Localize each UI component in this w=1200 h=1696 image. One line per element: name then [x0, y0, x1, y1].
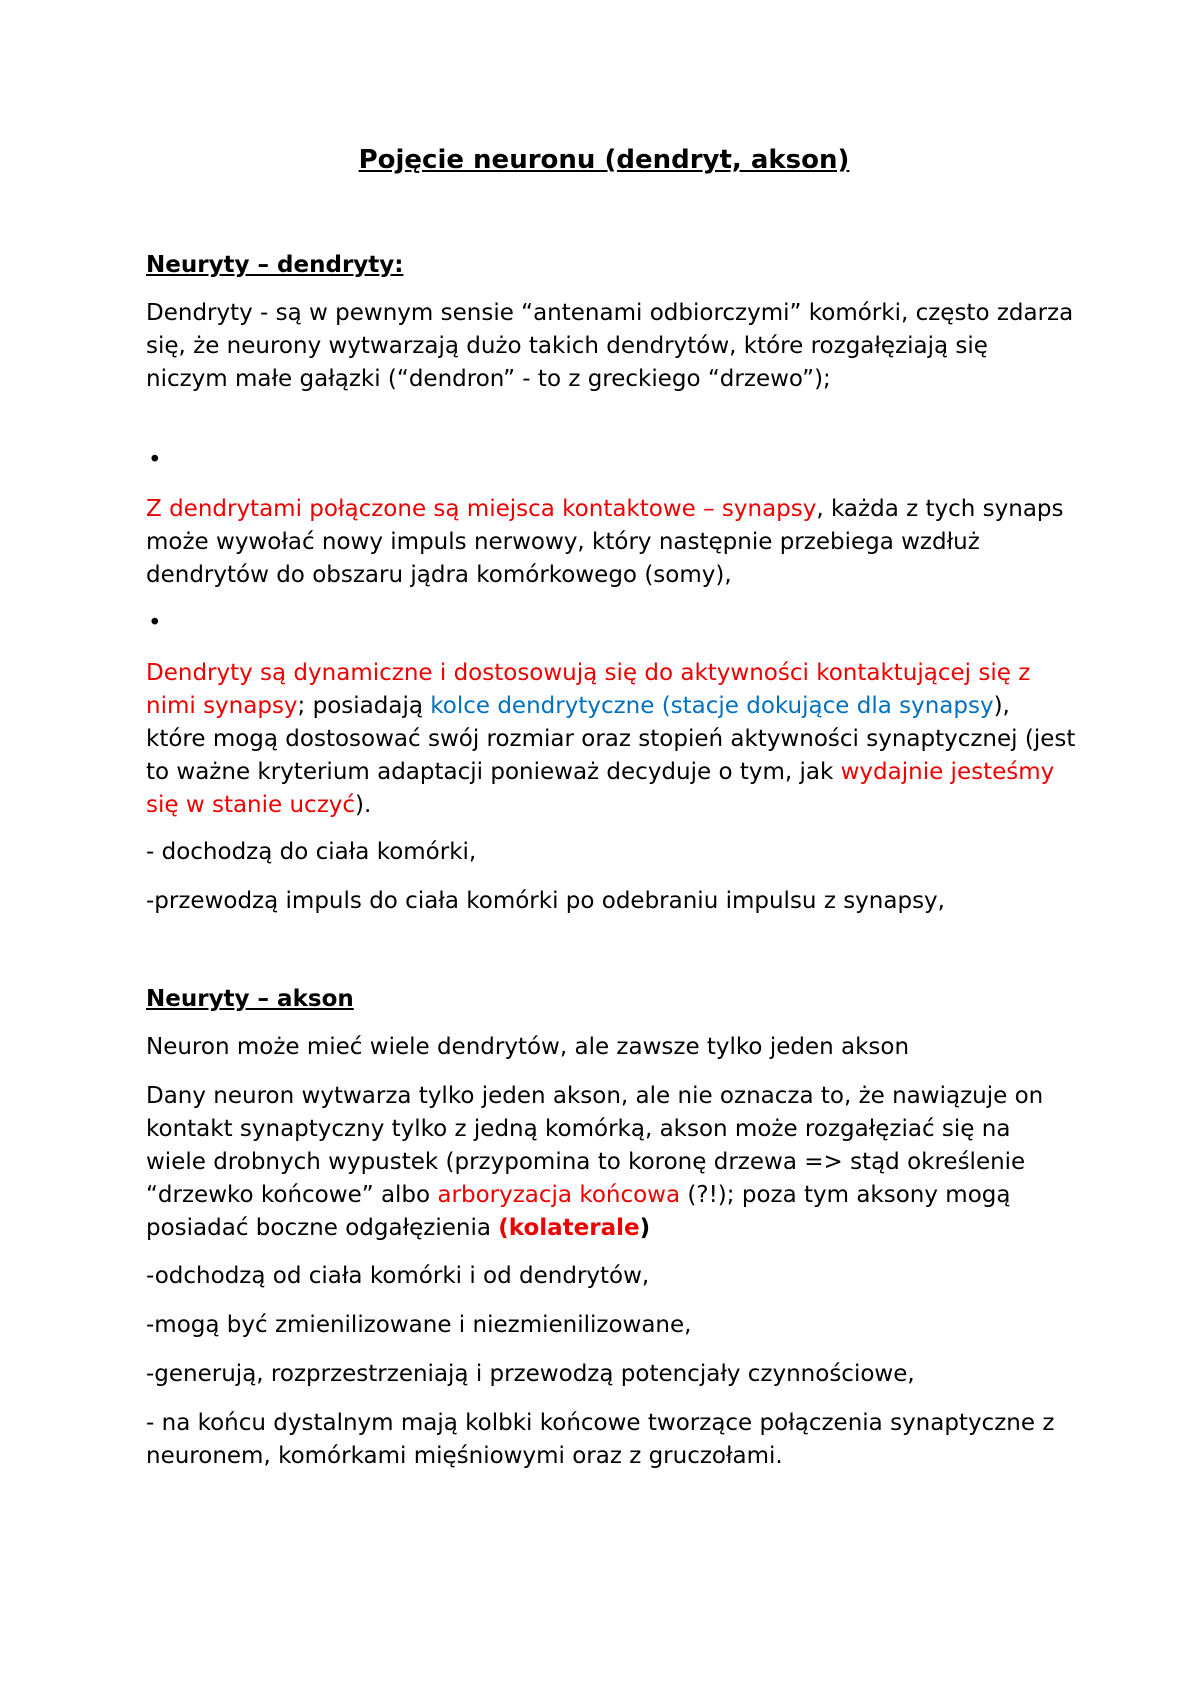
paragraph-synapsy: [146, 493, 1076, 592]
paragraph-akson-details: [146, 1080, 1076, 1245]
paragraph-text: , każda z tych synaps może wywołać nowy impuls nerwowy, który następnie przebiega wzdłuż dendrytów do obszaru jądra komórkowego (somy),: [146, 496, 1064, 588]
paragraph-text: ; posiadają: [297, 693, 431, 719]
section-heading-akson: Neuryty – akson: [146, 986, 354, 1012]
paragraph-text: (?!); poza tym aksony mogą posiadać boczne odgałęzienia: [146, 1182, 1011, 1241]
page-title: Pojęcie neuronu (dendryt, akson): [358, 145, 850, 175]
highlight-red-text: arboryzacja końcowa: [437, 1182, 681, 1208]
paragraph-text: ).: [355, 792, 372, 818]
list-line: - na końcu dystalnym mają kolbki końcowe tworzące połączenia synaptyczne z neuronem, komórkami mięśniowymi oraz z gruczołami.: [146, 1410, 1055, 1469]
paragraph-dendryty-intro: Dendryty - są w pewnym sensie “antenami odbiorczymi” komórki, często zdarza się, że neurony wytwarzają dużo takich dendrytów, które rozgałęziają się niczym małe gałązki (“dendron” - to z greckiego “drzewo”);: [146, 300, 1074, 392]
list-line: -mogą być zmienilizowane i niezmienilizowane,: [146, 1312, 692, 1338]
paragraph-text: Dany neuron wytwarza tylko jeden akson, ale nie oznacza to, że nawiązuje on kontakt synaptyczny tylko z jedną komórką, akson może rozgałęziać się na wiele drobnych wypustek (przypomina to koronę drzewa => stąd określenie “drzewko końcowe” albo: [146, 1083, 1044, 1208]
highlight-red-text: Z dendrytami połączone są miejsca kontaktowe – synapsy: [146, 496, 817, 522]
list-line: -odchodzą od ciała komórki i od dendrytów,: [146, 1263, 650, 1289]
paragraph-text: ), które mogą dostosować swój rozmiar oraz stopień aktywności synaptycznej (jest to ważne kryterium adaptacji ponieważ decyduje o tym, jak: [146, 693, 1076, 785]
highlight-red-text: Dendryty są dynamiczne i dostosowują się do aktywności kontaktującej się z nimi synapsy: [146, 660, 1031, 719]
paragraph-text: ): [639, 1215, 651, 1241]
highlight-red-text: wydajnie jesteśmy się w stanie uczyć: [146, 759, 1055, 818]
list-line: -generują, rozprzestrzeniają i przewodzą potencjały czynnościowe,: [146, 1361, 915, 1387]
paragraph-akson-intro: Neuron może mieć wiele dendrytów, ale zawsze tylko jeden akson: [146, 1034, 910, 1060]
list-line: - dochodzą do ciała komórki,: [146, 839, 477, 865]
bullet-marker: •: [148, 610, 162, 636]
highlight-blue-text: kolce dendrytyczne (stacje dokujące dla synapsy: [430, 693, 994, 719]
list-line: -przewodzą impuls do ciała komórki po odebraniu impulsu z synapsy,: [146, 888, 945, 914]
highlight-red-bold-text: (kolaterale: [498, 1215, 640, 1241]
section-heading-dendryty: Neuryty – dendryty:: [146, 252, 404, 278]
paragraph-dynamiczne: [146, 657, 1076, 822]
bullet-marker: •: [148, 447, 162, 473]
